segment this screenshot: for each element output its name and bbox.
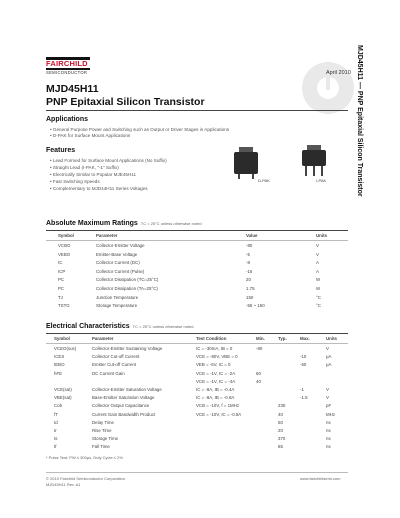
features-heading: Features xyxy=(46,147,76,154)
table-cell: VBE(sat) xyxy=(54,395,72,401)
logo-sub: SEMICONDUCTOR xyxy=(46,69,88,75)
table-cell: -10 xyxy=(300,354,307,360)
table-cell: A xyxy=(316,260,319,266)
table-cell: Collector-Emitter Sustaining Voltage xyxy=(92,346,163,351)
table-cell: TSTG xyxy=(58,303,70,309)
table-cell: Fall Time xyxy=(92,444,110,450)
table-cell: Collector Output Capacitance xyxy=(92,403,150,409)
column-header: Max. xyxy=(300,336,310,341)
table-cell: V xyxy=(326,346,329,351)
elec-title: Electrical Characteristics xyxy=(46,323,130,330)
feature-item: • Fast Switching Speeds xyxy=(50,179,100,184)
table-cell: -80 xyxy=(246,243,253,248)
table-cell: Base-Emitter Saturation Voltage xyxy=(92,395,155,401)
table-cell: 60 xyxy=(256,370,261,376)
table-cell: Collector-Emitter Voltage xyxy=(96,243,145,248)
elec-heading xyxy=(46,323,194,330)
table-cell: 370 xyxy=(278,436,286,442)
sidebar-title: MJD45H11 — PNP Epitaxial Silicon Transistor xyxy=(356,45,363,197)
table-cell: IC = -30mA, IB = 0 xyxy=(196,346,233,351)
table-cell: °C xyxy=(316,294,321,300)
application-item: • D-PAK for Surface Mount Applications xyxy=(50,133,131,138)
feature-item: • Electrically Similar to Popular MJE45H11 xyxy=(50,172,137,177)
table-cell: -50 xyxy=(300,362,307,368)
divider xyxy=(46,110,348,111)
column-header: Min. xyxy=(256,336,265,341)
table-cell: Collector Current (DC) xyxy=(96,260,140,266)
applications-heading: Applications xyxy=(46,116,89,123)
table-cell: ns xyxy=(326,444,331,450)
table-cell: ICES xyxy=(54,354,65,360)
column-header: Symbol xyxy=(58,233,74,238)
elec-note: TC = 25°C unless otherwise noted xyxy=(132,324,194,329)
table-cell: DC Current Gain xyxy=(92,370,125,376)
column-header: Typ. xyxy=(278,336,287,341)
column-header: Parameter xyxy=(92,336,114,341)
table-cell: VCE(sat) xyxy=(54,387,72,392)
table-cell: Collector Cut-off Current xyxy=(92,354,140,360)
table-cell: V xyxy=(316,243,319,248)
table-cell: ns xyxy=(326,428,331,433)
table-cell: Collector Dissipation (TA=25°C) xyxy=(96,286,158,291)
table-cell: Storage Time xyxy=(92,436,119,442)
abs-max-title: Absolute Maximum Ratings xyxy=(46,220,138,227)
table-cell: V xyxy=(326,395,329,401)
table-cell: -8 xyxy=(246,260,250,266)
table-cell: PC xyxy=(58,277,65,283)
column-header: Units xyxy=(316,233,327,238)
abs-max-table xyxy=(46,230,348,315)
table-cell: MHz xyxy=(326,411,336,417)
footer-url[interactable]: www.fairchildsemi.com xyxy=(300,476,341,481)
application-item: • General Purpose Power and Switching such as Output or Driver Stages in Applications xyxy=(50,127,230,132)
abs-max-heading xyxy=(46,220,202,227)
table-cell: ICP xyxy=(58,268,66,274)
table-cell: Rise Time xyxy=(92,428,112,433)
table-cell: Cob xyxy=(54,403,63,409)
table-cell: TJ xyxy=(58,294,63,300)
table-cell: 40 xyxy=(278,411,283,417)
table-cell: Emitter-Base Voltage xyxy=(96,251,138,257)
table-cell: IC = -8A, IB = -0.4A xyxy=(196,387,235,392)
table-cell: Collector Dissipation (TC=25°C) xyxy=(96,277,159,283)
table-cell: 50 xyxy=(278,419,283,425)
table-cell: VCE = -10V, IC = -0.5A xyxy=(196,411,242,417)
column-header: Value xyxy=(246,233,258,238)
table-cell: -55 ~ 150 xyxy=(246,303,265,309)
table-cell: Delay Time xyxy=(92,419,114,425)
table-cell: 1.75 xyxy=(246,286,255,291)
table-cell: hFE xyxy=(54,370,63,376)
column-header: Parameter xyxy=(96,233,118,238)
table-cell: fT xyxy=(54,411,58,417)
table-cell: 20 xyxy=(278,428,283,433)
page-title: PNP Epitaxial Silicon Transistor xyxy=(46,96,205,108)
table-cell: IC = -8A, IB = -0.8A xyxy=(196,395,235,401)
table-cell: 85 xyxy=(278,444,283,450)
package-label-dpak: D-PAK xyxy=(258,178,270,183)
package-label-ipak: I-PAK xyxy=(316,178,327,183)
table-cell: μA xyxy=(326,354,332,360)
table-cell: td xyxy=(54,419,58,425)
table-cell: 150 xyxy=(246,294,254,300)
table-cell: A xyxy=(316,268,319,274)
table-cell: pF xyxy=(326,403,332,409)
footnote: * Pulse Test: PW ≤ 300μs, Duty Cycle ≤ 2% xyxy=(46,455,123,460)
table-cell: Storage Temperature xyxy=(96,303,138,309)
table-cell: VEB = -5V, IC = 0 xyxy=(196,362,231,368)
table-cell: ns xyxy=(326,419,331,425)
table-cell: -1 xyxy=(300,387,304,392)
table-cell: μA xyxy=(326,362,332,368)
table-cell: VCE = -1V, IC = -2A xyxy=(196,370,236,376)
table-cell: VCEO(sus) xyxy=(54,346,77,351)
table-cell: V xyxy=(326,387,329,392)
table-cell: PC xyxy=(58,286,65,291)
issue-date: April 2010 xyxy=(326,70,351,76)
table-cell: tr xyxy=(54,428,57,433)
table-cell: V xyxy=(316,251,319,257)
table-cell: 230 xyxy=(278,403,286,409)
table-cell: tf xyxy=(54,444,57,450)
table-cell: -16 xyxy=(246,268,253,274)
footer-revision: MJD45H11 Rev. A1 xyxy=(46,482,81,487)
table-cell: -80 xyxy=(256,346,263,351)
logo-brand: FAIRCHILD xyxy=(46,59,88,68)
table-cell: VEBO xyxy=(58,251,71,257)
feature-item: • Straight Lead (I-PAK, "-1" Suffix) xyxy=(50,165,119,170)
table-cell: IEBO xyxy=(54,362,65,368)
table-cell: VCE = -1V, IC = -4A xyxy=(196,378,236,384)
feature-item: • Complementary to MJD44H11 Series Voltages xyxy=(50,186,148,191)
footer-copyright: © 2010 Fairchild Semiconductor Corporation xyxy=(46,476,125,481)
abs-max-note: TC = 25°C unless otherwise noted xyxy=(140,221,202,226)
column-header: Symbol xyxy=(54,336,70,341)
table-cell: IC xyxy=(58,260,63,266)
column-header: Units xyxy=(326,336,337,341)
column-header: Test Condition xyxy=(196,336,227,341)
table-cell: °C xyxy=(316,303,321,309)
table-cell: ts xyxy=(54,436,58,442)
elec-table xyxy=(46,333,348,453)
fairchild-logo xyxy=(46,57,90,75)
table-cell: -1.5 xyxy=(300,395,308,401)
table-cell: 40 xyxy=(256,378,261,384)
table-cell: W xyxy=(316,286,321,291)
table-cell: W xyxy=(316,277,321,283)
part-number: MJD45H11 xyxy=(46,83,99,95)
table-cell: ns xyxy=(326,436,331,442)
table-cell: VCBO xyxy=(58,243,71,248)
feature-item: • Lead Formed for Surface Mount Applications (No Suffix) xyxy=(50,158,167,163)
table-cell: VCE = -80V, VBE = 0 xyxy=(196,354,238,360)
table-cell: Collector Current (Pulse) xyxy=(96,268,145,274)
table-cell: Junction Temperature xyxy=(96,294,139,300)
table-cell: Current Gain Bandwidth Product xyxy=(92,411,156,417)
table-cell: -5 xyxy=(246,251,250,257)
table-cell: 20 xyxy=(246,277,251,283)
table-cell: Collector-Emitter Saturation Voltage xyxy=(92,387,162,392)
table-cell: VCB = -10V, f = 1MHz xyxy=(196,403,240,409)
table-cell: Emitter Cut-off Current xyxy=(92,362,137,368)
